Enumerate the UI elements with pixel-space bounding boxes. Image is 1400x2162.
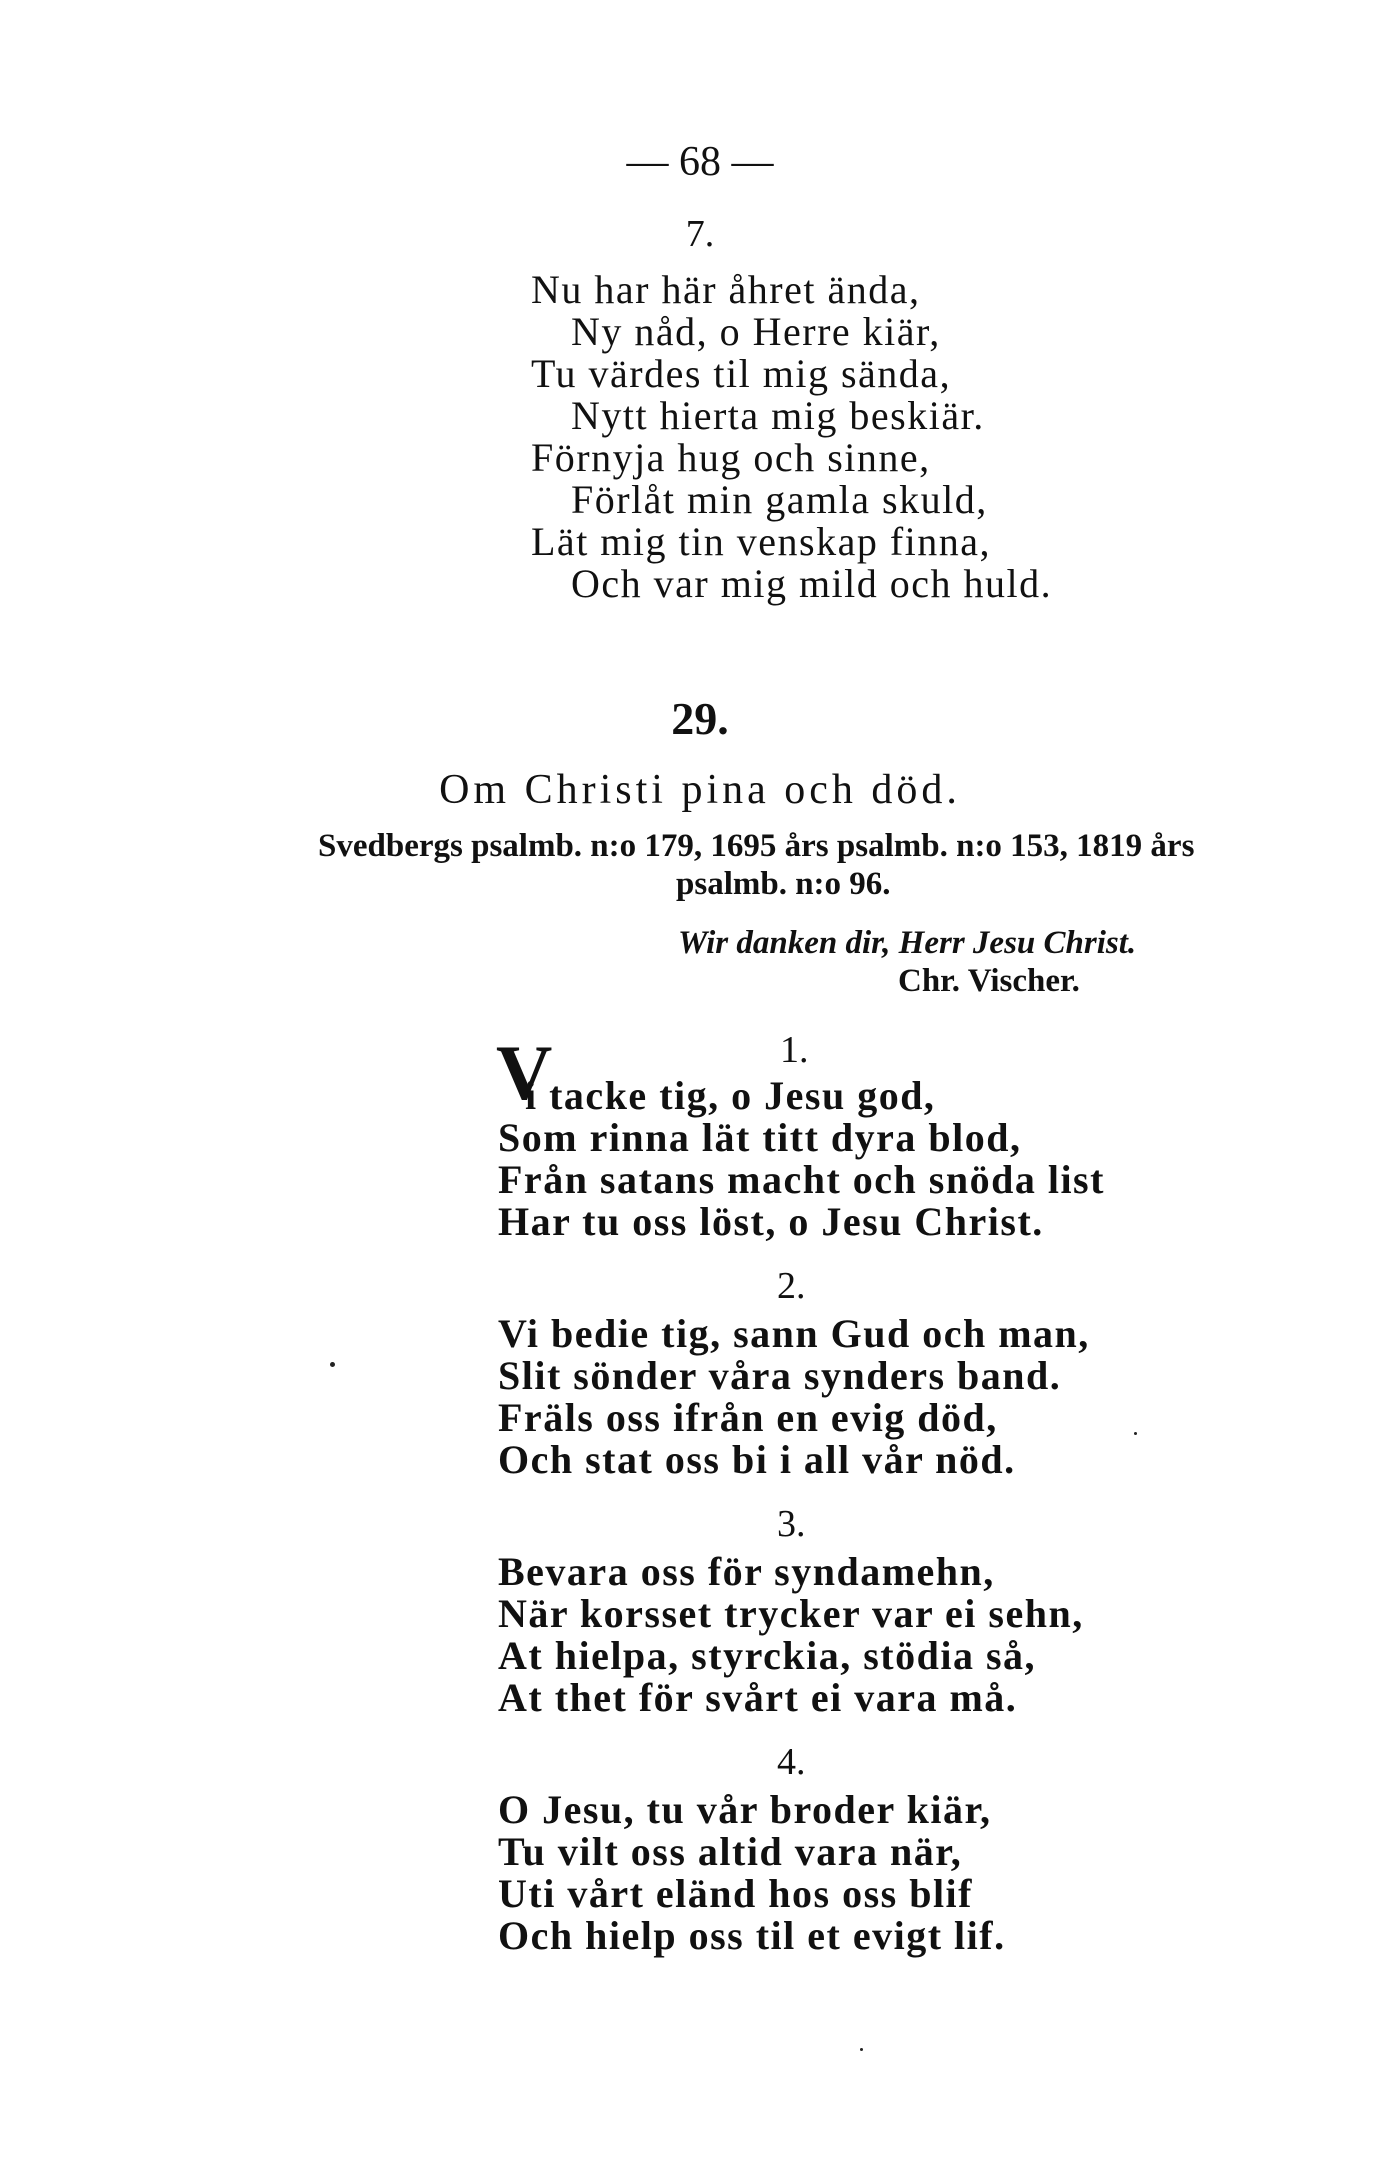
- stanza-number: 3.: [777, 1503, 806, 1545]
- verse-line: At thet för svårt ei vara må.: [498, 1675, 1018, 1720]
- stanza-number: 1.: [780, 1029, 809, 1071]
- verse-line: Och hielp oss til et evigt lif.: [498, 1913, 1006, 1958]
- page-number: — 68 —: [626, 139, 774, 185]
- verse-line: Tu vilt oss altid vara när,: [498, 1829, 963, 1874]
- verse-line: Nu har här åhret ända,: [531, 267, 921, 312]
- verse-line: Förlåt min gamla skuld,: [571, 477, 988, 522]
- hymn-title: Om Christi pina och död.: [439, 767, 961, 813]
- verse-line: Bevara oss för syndamehn,: [498, 1549, 995, 1594]
- verse-line: Uti vårt eländ hos oss blif: [498, 1871, 973, 1916]
- drop-cap: V: [496, 1029, 553, 1116]
- verse-line: Slit sönder våra synders band.: [498, 1353, 1062, 1398]
- reference-line: psalmb. n:o 96.: [676, 866, 891, 902]
- verse-line: At hielpa, styrckia, stödia så,: [498, 1633, 1037, 1678]
- paper-speck: [860, 2048, 863, 2051]
- verse-line: Tu värdes til mig sända,: [531, 351, 952, 396]
- verse-line: Förnyja hug och sinne,: [531, 435, 931, 480]
- verse-line: Som rinna lät titt dyra blod,: [498, 1115, 1022, 1160]
- paper-speck: [330, 1362, 335, 1367]
- stanza-number: 7.: [685, 213, 715, 255]
- hymn-number: 29.: [671, 693, 729, 744]
- verse-line: i tacke tig, o Jesu god,: [525, 1073, 936, 1118]
- verse-line: Och var mig mild och huld.: [571, 561, 1053, 606]
- stanza-number: 2.: [777, 1265, 806, 1307]
- reference-line: Svedbergs psalmb. n:o 179, 1695 års psalmb. n:o 153, 1819 års: [318, 828, 1195, 864]
- verse-line: Och stat oss bi i all vår nöd.: [498, 1437, 1016, 1482]
- verse-line: Nytt hierta mig beskiär.: [571, 393, 985, 438]
- verse-line: Har tu oss löst, o Jesu Christ.: [498, 1199, 1044, 1244]
- verse-line: Lät mig tin venskap finna,: [531, 519, 992, 564]
- verse-line: Från satans macht och snöda list: [498, 1157, 1105, 1202]
- paper-speck: [1134, 1432, 1137, 1435]
- tune-name: Wir danken dir, Herr Jesu Christ.: [678, 925, 1137, 961]
- verse-line: När korsset trycker var ei sehn,: [498, 1591, 1084, 1636]
- verse-line: O Jesu, tu vår broder kiär,: [498, 1787, 992, 1832]
- verse-line: Vi bedie tig, sann Gud och man,: [498, 1311, 1090, 1356]
- author-name: Chr. Vischer.: [898, 963, 1080, 999]
- stanza-number: 4.: [777, 1741, 806, 1783]
- verse-line: Fräls oss ifrån en evig död,: [498, 1395, 998, 1440]
- verse-line: Ny nåd, o Herre kiär,: [571, 309, 941, 354]
